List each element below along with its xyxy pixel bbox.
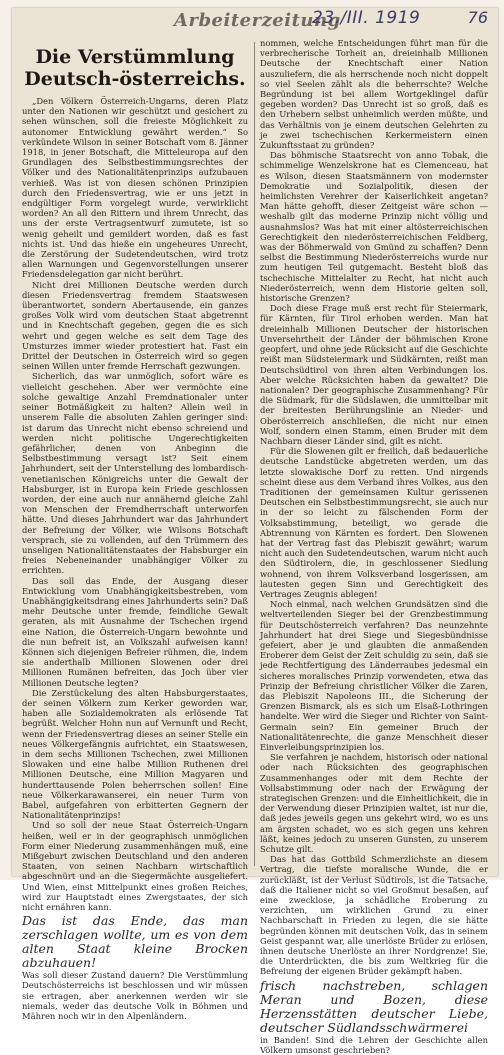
paragraph: „Den Völkern Österreich-Ungarns, deren Platz unter den Nationen wir geschützt und gesichert zu sehen wünschen, soll die freieste Möglichkeit zu autonomer Entwicklung gewährt werden.“ So verkündete Wilson in seiner Botschaft vom 8. Jänner 1918, in jener Botschaft, die Mitteleuropa auf den Grundlagen des Selbstbestimmungsrechtes der Völker und des Nationalitätenprinzips aufzubauen verhieß. Was ist von diesen schönen Prinzipien durch den Friedensvertrag, wie er uns jetzt in endgültiger Form vorgelegt wurde, verwirklicht worden? An all den Rittern und ihrem Unrecht, das uns der erste Vertragsentwurf zumutete, ist so wenig geheilt und gemildert worden, daß es fast nichts ist. Und das hieße ein ungeheures Unrecht, die Zerstörung der Sudetendeutschen, wird trotz allen Warnungen und Gegenvorstellungen unserer Friedensdelegation gar nicht berührt. — [22, 96, 248, 280]
paragraph: Sie verfahren je nachdem, historisch oder national oder nach Rücksichten des geographischen Zusammenhanges oder mit dem Rechte der Vollsabstimmung oder nach der Erwägung der strategischen Grenzen: und die Einheitlichkeit, die in der Verwendung dieser Prinzipien waltet, ist nur die, daß jedes jeweils gegen uns gekehrt wird, wo es uns am ärgsten schadet, wo es sich gegen uns kehren läßt, keines jedoch zu unseren Gunsten, zu unserem Schutze gilt. — [260, 752, 488, 855]
paragraph: Und so soll der neue Staat Österreich-Ungarn heißen, weil er in der geographisch unmöglichen Form einer Niederung zusammenhängen muß, eine Mißgeburt zwischen Deutschland und den anderen Staaten, von seinen Nachbarn wirtschaftlich abgeschnürt und an die Siegermächte ausgeliefert. Und Wien, einst Mittelpunkt eines großen Reiches, wird zur Hauptstadt eines Zwergstaates, der sich nicht ernähren kann. — [22, 820, 248, 913]
column-divider — [254, 42, 255, 866]
paragraph: Für die Slowenen gilt er freilich, daß bedauerliche deutsche Landstücke abgetreten werden, um das letzte slowakische Dorf zu retten. Und nirgends scheint diese aus dem Verband ihres Volkes, aus den Traditionen der gemeinsamen Kultur gerissenen Deutschen ein Selbstbestimmungsrecht, sie auch nur in der so leicht zu fälschenden Form der Volksabstimmung, beteiligt, wo gerade die Abtrennung von Kärnten es fordert. Den Slowenen hat der Vertrag fast das Plebiszit gewährt; warum nicht auch den Sudetendeutschen, warum nicht auch den Südtirolern, die, in geschlossener Siedlung wohnend, von ihrem Volksverband losgerissen, am lautesten gegen Sinn und Gerechtigkeit des Vertrages Zeugnis ablegen! — [260, 446, 488, 599]
paragraph: Noch einmal, nach welchen Grundsätzen sind die weltverteilenden Sieger bei der Grenzbestimmung für Deutschösterreich verfahren? Das neunzehnte Jahrhundert hat drei Siege und Siegesbündnisse gefeiert, aber je und glaubten die anmaßenden Eroberer dem Geist der Zeit schuldig zu sein, daß sie jede Rechtfertigung des Länderraubes jedesmal ein sicheres moralisches Prinzip vorwendeten, etwa das Prinzip der Befreiung christlicher Völker die Zaren, das Plebiszit Napoleons III., die Sicherung der Grenzen Bismarck, als es sich um Elsaß-Lothringen handelte. Wer wird die Sieger und Richter von Saint-Germain sein? Ein gemeiner Bruch der Nationalitätenrechte, die ganze Menschheit dieser Einverleibungsprinzipien los. — [260, 599, 488, 753]
paragraph: Nicht drei Millionen Deutsche werden durch diesen Friedensvertrag fremdem Staatswesen überantwortet, sondern Abertausende, ein ganzes großes Volk wird vom deutschen Staat abgetrennt und in Knechtschaft gegeben, gegen die es sich wehrt und gegen welche es seit dem Tage des Umsturzes immer wieder protestiert hat. Fast ein Drittel der Deutschen in Österreich wird so gegen seinen Willen unter fremde Herrschaft gezwungen. — [22, 279, 248, 372]
left-column-body — [22, 96, 248, 912]
left-column — [22, 42, 248, 1022]
headline: Die Verstümmlung Deutsch-österreichs. — [24, 46, 246, 90]
right-closing-tail: in Banden! Sind die Lehren der Geschichte allen Völkern umsonst geschrieben? — [260, 1034, 488, 1055]
paragraph: Das soll das Ende, der Ausgang dieser Entwicklung vom Unabhängigkeitsbestreben, vom Unabhängigkeitsdrang eines Jahrhunderts sein? Daß mehr Deutsche unter fremde, feindliche Gewalt geraten, als mit Ausnahme der Tschechen irgend eine Nation, die Österreich-Ungarn bewohnte und die nun befreit ist, an Volkszahl aufweisen kann! Können sich diejenigen Befreier rühmen, die, indem sie anderthalb Millionen Slowenen oder drei Millionen Rumänen befreiten, das Joch über vier Millionen Deutsche legten? — [22, 575, 248, 688]
clipping-header — [12, 8, 498, 36]
handwritten-date: 23./III. 1919 — [312, 8, 421, 28]
right-closing-emphasis: frisch nachstreben, schlagen Meran und Bozen, diese Herzensstätten deutscher Liebe, deutscher Südlandsschwärmerei — [260, 977, 488, 1035]
left-closing-tail: Was soll dieser Zustand dauern? Die Verstümmlung Deutschösterreichs ist beschlossen und wir müssen sie ertragen, aber anerkennen werden wir sie niemals, weder das deutsche Volk in Böhmen und Mähren noch wir in den Alpenländern. — [22, 970, 248, 1022]
paragraph: Die Zerstückelung des alten Habsburgerstaates, der seinen Völkern zum Kerker geworden war, haben alle Sozialdemokraten als erlösende Tat begrüßt. Welcher Hohn nun auf Vernunft und Recht, wenn der Friedensvertrag dieses an seiner Stelle ein neues Völkergefängnis aufrichtet, ein Staatswesen, in dem sechs Millionen Tschechen, zwei Millionen Slowaken und eine halbe Million Ruthenen drei Millionen Deutsche, eine Million Magyaren und hunderttausende Polen beherrschen sollen! Eine neue Völkerkarawanserei, ein neuer Turm von Babel, aufgefahren von erbitterten Gegnern der Nationalitätenprinzips! — [22, 687, 248, 821]
masthead: Arbeiterzeitung — [174, 10, 341, 31]
paragraph: nommen, welche Entscheidungen führt man für die verbrecherische Torheit an, dreieinhalb Millionen Deutsche der Knechtschaft einer Nation auszuliefern, die als herrschende noch nicht doppelt so viel Seelen zählt als die beherrschte? Welche Begründung ist bei allem Wortgeklingel dafür gegeben worden? Das Unrecht ist so groß, daß es den Urhebern selbst unheimlich werden müßte, und das Verhältnis von je einem deutschen Gelehrten zu je zwei tschechischen Kerkermeistern einen Zukunftsstaat zu gründen? — [260, 38, 488, 151]
paragraph: Das böhmische Staatsrecht von anno Tobak, die schimmelige Wenzelskrone hat es Clemenceau, hat es Wilson, diesen Staatsmännern von modernster Demokratie und Sozialpolitik, diesen der heimlichsten Verehrer der Kaiserlichkeit angetan? Man hätte gehofft, dieser Zeitgeist wäre schon — weshalb gilt das moderne Prinzip nicht völlig und ausnahmslos? Was hat mit einer altösterreichischen Gerechtigkeit den niederösterreichischen Feldberg, was der Böhmerwald von Gmünd zu schaffen? Denn selbst die Bestimmung Niederösterreichs wurde nur zum heutigen Teil gutgemacht. Besteht bloß das tschechische Mittelalter zu Recht, hat nicht auch Niederösterreich, wenn dem Historie gelten soll, historische Grenzen? — [260, 150, 488, 304]
right-column — [260, 38, 488, 1055]
handwritten-number: 76 — [467, 8, 488, 27]
paragraph: Doch diese Frage muß erst recht für Steiermark, für Kärnten, für Tirol erhoben werden. Man hat dreieinhalb Millionen Deutscher der historischen Unversehrtheit der Länder der böhmischen Krone geopfert, und ohne jede Rücksicht auf die Geschichte reißt man Südsteiermark und Südkärnten, reißt man Deutschsüdtirol von ihren alten Verbindungen los. Aber welche Rücksichten haben da gewaltet? Die nationalen? Der geographische Zusammenhang? Für die Südmark, für die Südslawen, die unmittelbar mit der breitesten Berührungslinie an Nieder- und Oberösterreich anschließen, die nicht nur einen Wolf, sondern einen Stamm, einen Bruder mit dem Nachbarn dieser Länder sind, gilt es nicht. — [260, 303, 488, 446]
newspaper-clipping — [12, 8, 498, 1055]
paragraph: Sicherlich, das war unmöglich, sofort wäre es vielleicht geschehen. Aber wer vermöchte eine solche gewaltige Anzahl Fremdnationaler unter seiner Botmäßigkeit zu halten? Allein weil in unserem Falle die absoluten Zahlen geringer sind: ist darum das Unrecht nicht ebenso schreiend und werden nicht politische Ungerechtigkeiten gefährlicher, denen von Anbeginn die Selbstbestimmung versagt ist? Seit einem Jahrhundert, seit der Unterstellung des lombardisch-venetianischen Königreichs unter die Gewalt der Habsburger, ist in Europa kein Friede geschlossen worden, der eine auch nur annähernd gleiche Zahl von Menschen der Fremdherrschaft unterworfen hätte. Und dieses Jahrhundert war das Jahrhundert der Befreiung der Völker, wie Wilsons Botschaft versprach, sie zu vollenden, auf den Trümmern des unseligen Nationalitätenstaates der Habsburger ein freies Nebeneinander unabhängiger Völker zu errichten. — [22, 371, 248, 576]
left-closing-emphasis: Das ist das Ende, das man zerschlagen wollte, um es von dem alten Staat kleine Brocken abzuhauen! — [22, 913, 248, 971]
paragraph: Das hat das Gottbild Schmerzlichste an diesem Vertrag, die tiefste moralische Wunde, die er zurückläßt, ist der Verlust Südtirols, ist die Tatsache, daß die Italiener nicht so viel Großmut besaßen, auf eine zwecklose, ja schädliche Eroberung zu verzichten, um wirklichen Grund zu einer Nachbarschaft in Frieden zu legen, die sie hätte begründen können mit deutschen Volk, das in seinem Geist gespannt war, alle unerlöste Brüder zu erlösen, ihnen deutsche Unerlöste an ihrer Nordgrenze! Sie, die Unterdrückten, die bis zum Weltkrieg für die Befreiung der eigenen Brüder gekämpft haben. — [260, 854, 488, 977]
right-column-body — [260, 38, 488, 977]
